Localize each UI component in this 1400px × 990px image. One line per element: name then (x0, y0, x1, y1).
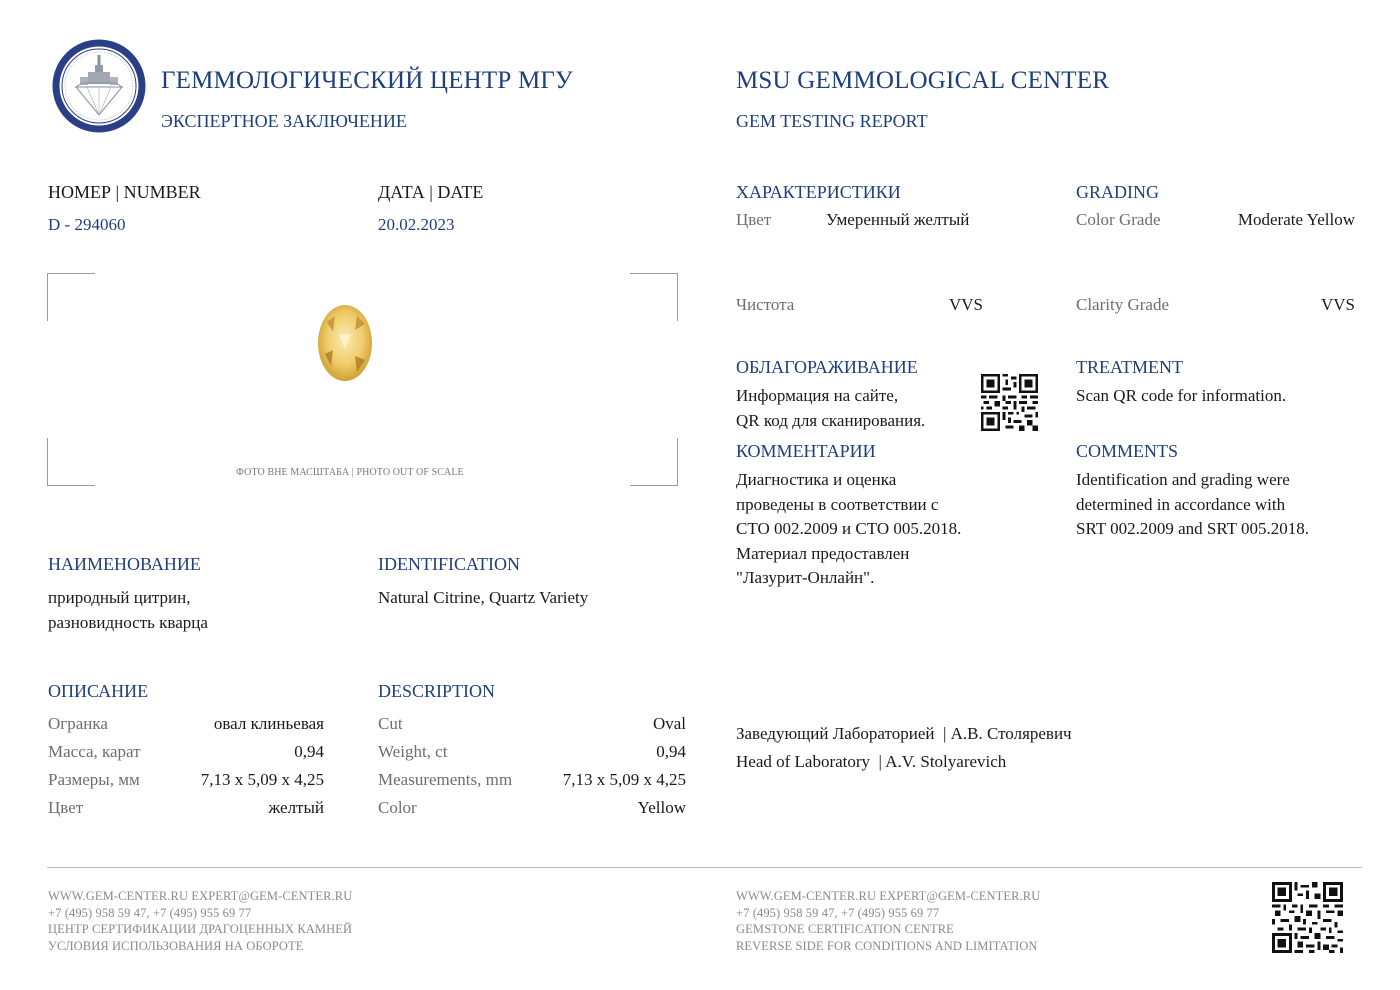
treatment-text-ru (736, 384, 925, 433)
comments-en-line: determined in accordance with (1076, 494, 1286, 514)
number-label: НОМЕР | NUMBER (48, 182, 201, 202)
footer-left (48, 888, 352, 954)
footer-divider (47, 867, 1362, 868)
row-value: 7,13 x 5,09 x 4,25 (562, 770, 686, 789)
clarity-row-ru (736, 295, 983, 315)
identification-ru-line1: природный цитрин, (48, 588, 191, 607)
identification-header-en: IDENTIFICATION (378, 554, 520, 574)
description-header-en: DESCRIPTION (378, 681, 496, 701)
color-value-ru: Умеренный желтый (826, 210, 970, 229)
row-label: Цвет (48, 798, 84, 817)
description-row-measurements-ru (48, 770, 324, 790)
description-row-color-en (378, 798, 686, 818)
msu-seal-logo-icon (52, 39, 146, 133)
report-subtitle-en: GEM TESTING REPORT (736, 111, 928, 131)
grading-header-en: GRADING (1076, 182, 1159, 202)
color-label-en: Color Grade (1076, 210, 1161, 229)
photo-frame-corner-bottom-left (47, 438, 95, 486)
center-title-en: MSU GEMMOLOGICAL CENTER (736, 67, 1110, 94)
identification-value-ru (48, 586, 208, 635)
color-value-en: Moderate Yellow (1237, 210, 1355, 229)
treatment-qr-code-icon[interactable] (981, 374, 1038, 436)
description-row-cut-en (378, 714, 686, 734)
clarity-value-ru: VVS (948, 295, 983, 314)
clarity-value-en: VVS (1320, 295, 1355, 314)
comments-en-line: SRT 002.2009 and SRT 005.2018. (1076, 519, 1309, 538)
clarity-row-en (1076, 295, 1355, 315)
comments-ru-line: проведены в соответствии с (736, 494, 939, 514)
footer-contacts-web[interactable]: WWW.GEM-CENTER.RU EXPERT@GEM-CENTER.RU (48, 889, 353, 903)
row-label: Размеры, мм (48, 770, 140, 789)
color-grade-row-en (1076, 210, 1355, 230)
row-value: 0,94 (294, 742, 324, 761)
report-number: D - 294060 (48, 215, 126, 234)
treatment-header-ru: ОБЛАГОРАЖИВАНИЕ (736, 357, 918, 377)
comments-en-line: Identification and grading were (1076, 470, 1290, 489)
comments-text-ru (736, 468, 961, 591)
comments-ru-line: Материал предоставлен (736, 543, 910, 563)
treatment-ru-line2: QR код для сканирования. (736, 410, 926, 430)
footer-center-name: ЦЕНТР СЕРТИФИКАЦИИ ДРАГОЦЕННЫХ КАМНЕЙ (48, 922, 353, 936)
comments-text-en (1076, 468, 1309, 542)
row-value: 7,13 x 5,09 x 4,25 (200, 770, 324, 789)
signature-en: Head of Laboratory | A.V. Stolyarevich (736, 752, 1007, 771)
description-row-weight-en (378, 742, 686, 762)
row-value: 0,94 (656, 742, 686, 761)
report-subtitle-ru: ЭКСПЕРТНОЕ ЗАКЛЮЧЕНИЕ (161, 111, 407, 131)
photo-scale-note: ФОТО ВНЕ МАСШТАБА | PHOTO OUT OF SCALE (236, 467, 464, 478)
footer-conditions: REVERSE SIDE FOR CONDITIONS AND LIMITATION (736, 938, 1038, 953)
report-date: 20.02.2023 (378, 215, 455, 234)
signature-ru: Заведующий Лабораторией | А.В. Столяревич (736, 724, 1072, 743)
identification-ru-line2: разновидность кварца (48, 612, 208, 632)
row-label: Weight, ct (378, 742, 448, 761)
treatment-text-en: Scan QR code for information. (1076, 386, 1287, 405)
row-value: Oval (652, 714, 686, 733)
identification-header-ru: НАИМЕНОВАНИЕ (48, 554, 201, 574)
color-label-ru: Цвет (736, 210, 772, 229)
photo-frame-corner-bottom-right (630, 438, 678, 486)
treatment-header-en: TREATMENT (1076, 357, 1183, 377)
comments-header-ru: КОММЕНТАРИИ (736, 441, 876, 461)
footer-conditions: УСЛОВИЯ ИСПОЛЬЗОВАНИЯ НА ОБОРОТЕ (48, 938, 304, 953)
photo-frame-corner-top-left (47, 273, 95, 321)
row-value: Yellow (637, 798, 686, 817)
comments-header-en: COMMENTS (1076, 441, 1179, 461)
row-label: Measurements, mm (378, 770, 513, 789)
row-value: желтый (268, 798, 324, 817)
row-label: Огранка (48, 714, 108, 733)
identification-value-en: Natural Citrine, Quartz Variety (378, 588, 589, 607)
date-label: ДАТА | DATE (378, 182, 484, 202)
photo-frame-corner-top-right (630, 273, 678, 321)
description-row-weight-ru (48, 742, 324, 762)
comments-ru-line: "Лазурит-Онлайн". (736, 568, 875, 587)
grading-header-ru: ХАРАКТЕРИСТИКИ (736, 182, 901, 202)
description-row-color-ru (48, 798, 324, 818)
row-label: Масса, карат (48, 742, 141, 761)
description-row-cut-ru (48, 714, 324, 734)
comments-ru-line: Диагностика и оценка (736, 470, 897, 489)
clarity-label-ru: Чистота (736, 295, 795, 314)
footer-right (736, 888, 1040, 954)
row-value: овал клиньевая (213, 714, 324, 733)
center-title-ru: ГЕММОЛОГИЧЕСКИЙ ЦЕНТР МГУ (161, 67, 573, 94)
row-label: Color (378, 798, 417, 817)
gemstone-photo (317, 304, 373, 382)
description-row-measurements-en (378, 770, 686, 790)
footer-center-name: GEMSTONE CERTIFICATION CENTRE (736, 922, 954, 936)
comments-ru-line: СТО 002.2009 и СТО 005.2018. (736, 519, 962, 538)
footer-phones: +7 (495) 958 59 47, +7 (495) 955 69 77 (48, 905, 252, 920)
footer-phones: +7 (495) 958 59 47, +7 (495) 955 69 77 (736, 905, 940, 920)
footer-contacts-web[interactable]: WWW.GEM-CENTER.RU EXPERT@GEM-CENTER.RU (736, 889, 1041, 903)
footer-qr-code-icon[interactable] (1272, 882, 1343, 958)
treatment-ru-line1: Информация на сайте, (736, 386, 899, 405)
description-header-ru: ОПИСАНИЕ (48, 681, 149, 701)
row-label: Cut (378, 714, 403, 733)
clarity-label-en: Clarity Grade (1076, 295, 1169, 314)
